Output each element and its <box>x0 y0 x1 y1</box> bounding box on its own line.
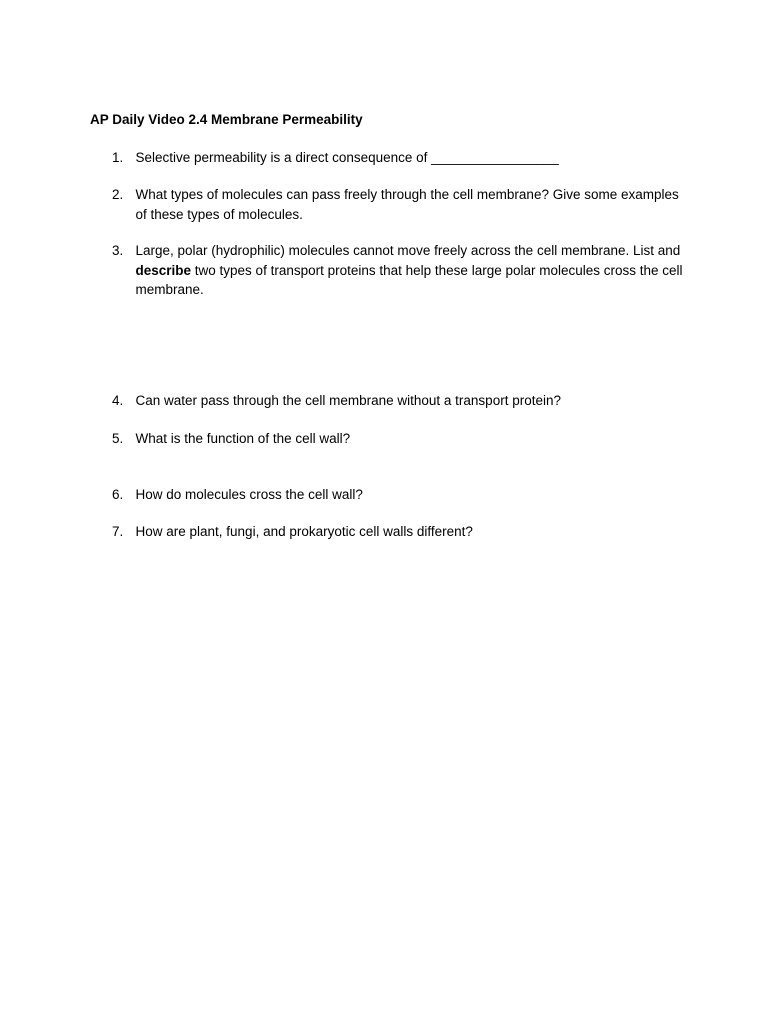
question-5 <box>112 429 692 449</box>
question-3 <box>112 241 692 300</box>
question-6 <box>112 485 692 505</box>
question-number: 6. <box>112 487 124 502</box>
question-number: 1. <box>112 150 124 165</box>
question-text <box>136 241 693 300</box>
question-text: What is the function of the cell wall? <box>135 431 351 446</box>
question-number: 5. <box>112 431 124 446</box>
question-text: What types of molecules can pass freely through the cell membrane? Give some examples of these types of molecules. <box>135 187 679 222</box>
question-text-part: two types of transport proteins that help these large polar molecules cross the cell membrane. <box>135 262 683 297</box>
question-text: Can water pass through the cell membrane without a transport protein? <box>135 393 561 408</box>
question-text: How are plant, fungi, and prokaryotic cell walls different? <box>135 524 473 539</box>
question-text-part: Large, polar (hydrophilic) molecules cannot move freely across the cell membrane. List and <box>135 243 681 258</box>
question-1 <box>112 148 692 168</box>
question-number: 7. <box>112 524 124 539</box>
question-4 <box>112 391 692 411</box>
question-7 <box>112 522 692 542</box>
question-2 <box>112 185 692 224</box>
question-number: 3. <box>112 243 124 258</box>
question-number: 4. <box>112 393 124 408</box>
document-title: AP Daily Video 2.4 Membrane Permeability <box>90 112 363 127</box>
question-text: Selective permeability is a direct consequence of _________________ <box>135 150 559 165</box>
question-text-emphasis: describe <box>135 262 192 278</box>
question-number: 2. <box>112 187 124 202</box>
question-text: How do molecules cross the cell wall? <box>135 487 363 502</box>
